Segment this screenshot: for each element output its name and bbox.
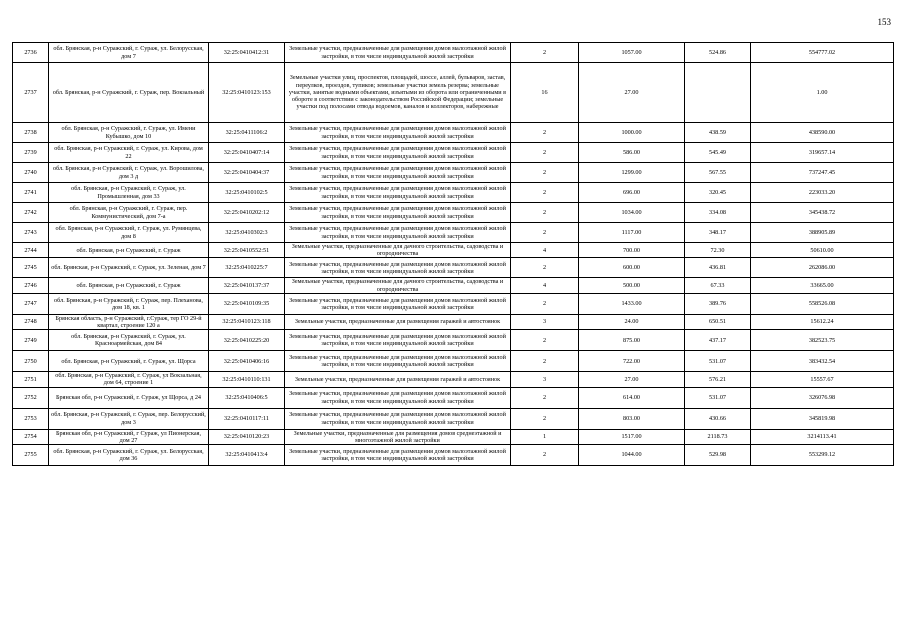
cadastral-value-cell: 326076.98 xyxy=(751,387,894,408)
cadastral-value-cell: 737247.45 xyxy=(751,163,894,183)
specific-value-cell: 524.86 xyxy=(685,43,751,63)
use-group-cell: 2 xyxy=(511,163,579,183)
cadastral-value-cell: 383432.54 xyxy=(751,351,894,372)
address-cell: обл. Брянская, р-н Суражский, г. Сураж, ул. Румянцева, дом 8 xyxy=(49,223,209,243)
use-group-cell: 4 xyxy=(511,278,579,293)
address-cell: обл. Брянская, р-н Суражский, г. Сураж xyxy=(49,278,209,293)
specific-value-cell: 576.21 xyxy=(685,372,751,387)
land-use-cell: Земельные участки улиц, проспектов, площадей, шоссе, аллей, бульваров, застав, переулков, проездов, тупиков; земельные участки земель резерва; земельные участки, занятые водными объектами, изъятыми из оборота или ограниченными в обороте в соответствии с законодательством Российской Федерации; земельные участки под полосами отвода водоемов, каналов и коллекторов, набережные xyxy=(285,63,511,123)
address-cell: обл. Брянская, р-н Суражский, г. Сураж, ул. Щорса xyxy=(49,351,209,372)
area-cell: 1299.00 xyxy=(579,163,685,183)
table-row xyxy=(13,278,894,293)
land-use-cell: Земельные участки, предназначенные для размещения гаражей и автостоянок xyxy=(285,314,511,329)
cadastral-value-cell: 553299.12 xyxy=(751,445,894,466)
use-group-cell: 2 xyxy=(511,293,579,314)
row-number-cell: 2753 xyxy=(13,408,49,429)
use-group-cell: 2 xyxy=(511,123,579,143)
cadastral-number-cell: 32:25:0410123:153 xyxy=(209,63,285,123)
cadastral-value-cell: 3214113.41 xyxy=(751,429,894,444)
table-body xyxy=(13,43,894,466)
table-row xyxy=(13,293,894,314)
use-group-cell: 16 xyxy=(511,63,579,123)
table-row xyxy=(13,314,894,329)
land-use-cell: Земельные участки, предназначенные для размещения домов малоэтажной жилой застройки, в том числе индивидуальной жилой застройки xyxy=(285,183,511,203)
area-cell: 27.00 xyxy=(579,63,685,123)
table-row xyxy=(13,123,894,143)
specific-value-cell: 67.33 xyxy=(685,278,751,293)
row-number-cell: 2752 xyxy=(13,387,49,408)
area-cell: 27.00 xyxy=(579,372,685,387)
area-cell: 722.00 xyxy=(579,351,685,372)
land-use-cell: Земельные участки, предназначенные для размещения домов малоэтажной жилой застройки, в том числе индивидуальной жилой застройки xyxy=(285,43,511,63)
table-row xyxy=(13,330,894,351)
cadastral-number-cell: 32:25:0410202:12 xyxy=(209,203,285,223)
row-number-cell: 2737 xyxy=(13,63,49,123)
cadastral-number-cell: 32:25:0410413:4 xyxy=(209,445,285,466)
specific-value-cell: 531.07 xyxy=(685,351,751,372)
address-cell: обл. Брянская, р-н Суражский, г. Сураж, ул. Имени Кубышко, дом 10 xyxy=(49,123,209,143)
land-use-cell: Земельные участки, предназначенные для размещения домов малоэтажной жилой застройки, в том числе индивидуальной жилой застройки xyxy=(285,351,511,372)
cadastral-number-cell: 32:25:0410407:14 xyxy=(209,143,285,163)
table-row xyxy=(13,203,894,223)
address-cell: обл. Брянская, р-н Суражский, г. Сураж, ул. Зеленая, дом 7 xyxy=(49,258,209,278)
area-cell: 1057.00 xyxy=(579,43,685,63)
specific-value-cell: 545.49 xyxy=(685,143,751,163)
specific-value-cell: 531.07 xyxy=(685,387,751,408)
table-row xyxy=(13,163,894,183)
use-group-cell: 2 xyxy=(511,258,579,278)
use-group-cell: 2 xyxy=(511,351,579,372)
land-use-cell: Земельные участки, предназначенные для размещения домов малоэтажной жилой застройки, в том числе индивидуальной жилой застройки xyxy=(285,387,511,408)
land-use-cell: Земельные участки, предназначенные для размещения домов малоэтажной жилой застройки, в том числе индивидуальной жилой застройки xyxy=(285,330,511,351)
land-use-cell: Земельные участки, предназначенные для размещения домов малоэтажной жилой застройки, в том числе индивидуальной жилой застройки xyxy=(285,258,511,278)
specific-value-cell xyxy=(685,63,751,123)
specific-value-cell: 436.81 xyxy=(685,258,751,278)
cadastral-number-cell: 32:25:0410117:11 xyxy=(209,408,285,429)
area-cell: 696.00 xyxy=(579,183,685,203)
cadastral-number-cell: 32:25:0410109:35 xyxy=(209,293,285,314)
use-group-cell: 2 xyxy=(511,43,579,63)
cadastral-value-cell: 558526.08 xyxy=(751,293,894,314)
table-row xyxy=(13,351,894,372)
specific-value-cell: 348.17 xyxy=(685,223,751,243)
row-number-cell: 2736 xyxy=(13,43,49,63)
cadastral-value-cell: 554777.02 xyxy=(751,43,894,63)
specific-value-cell: 389.76 xyxy=(685,293,751,314)
row-number-cell: 2747 xyxy=(13,293,49,314)
row-number-cell: 2750 xyxy=(13,351,49,372)
area-cell: 614.00 xyxy=(579,387,685,408)
land-use-cell: Земельные участки, предназначенные для размещения домов малоэтажной жилой застройки, в том числе индивидуальной жилой застройки xyxy=(285,293,511,314)
use-group-cell: 2 xyxy=(511,445,579,466)
row-number-cell: 2745 xyxy=(13,258,49,278)
table-row xyxy=(13,258,894,278)
address-cell: обл. Брянская, р-н Суражский, г. Сураж, ул. Белорусская, дом 7 xyxy=(49,43,209,63)
use-group-cell: 2 xyxy=(511,183,579,203)
specific-value-cell: 430.66 xyxy=(685,408,751,429)
row-number-cell: 2740 xyxy=(13,163,49,183)
specific-value-cell: 320.45 xyxy=(685,183,751,203)
row-number-cell: 2754 xyxy=(13,429,49,444)
area-cell: 700.00 xyxy=(579,243,685,258)
use-group-cell: 2 xyxy=(511,387,579,408)
address-cell: обл. Брянская, р-н Суражский, г. Сураж, ул Вокзальная, дом 64, строение 1 xyxy=(49,372,209,387)
land-use-cell: Земельные участки, предназначенные для размещения домов малоэтажной жилой застройки, в том числе индивидуальной жилой застройки xyxy=(285,163,511,183)
land-use-cell: Земельные участки, предназначенные для размещения гаражей и автостоянок xyxy=(285,372,511,387)
cadastral-value-cell: 382523.75 xyxy=(751,330,894,351)
row-number-cell: 2749 xyxy=(13,330,49,351)
use-group-cell: 3 xyxy=(511,314,579,329)
address-cell: обл. Брянская, р-н Суражский, г. Сураж, ул. Кирова, дом 22 xyxy=(49,143,209,163)
address-cell: обл. Брянская, р-н Суражский, г. Сураж, пер. Плеханова, дом 18, кв. 1 xyxy=(49,293,209,314)
row-number-cell: 2751 xyxy=(13,372,49,387)
cadastral-value-cell: 33665.00 xyxy=(751,278,894,293)
area-cell: 1117.00 xyxy=(579,223,685,243)
cadastral-number-cell: 32:25:0410302:3 xyxy=(209,223,285,243)
land-use-cell: Земельные участки, предназначенные для размещения домов малоэтажной жилой застройки, в том числе индивидуальной жилой застройки xyxy=(285,123,511,143)
cadastral-number-cell: 32:25:0410137:37 xyxy=(209,278,285,293)
cadastral-value-cell: 1.00 xyxy=(751,63,894,123)
cadastral-value-cell: 223033.20 xyxy=(751,183,894,203)
address-cell: обл. Брянская, р-н Суражский, г. Сураж, ул. Красноармейская, дом 84 xyxy=(49,330,209,351)
land-use-cell: Земельные участки, предназначенные для размещения домов малоэтажной жилой застройки, в том числе индивидуальной жилой застройки xyxy=(285,445,511,466)
land-use-cell: Земельные участки, предназначенные для размещения домов малоэтажной жилой застройки, в том числе индивидуальной жилой застройки xyxy=(285,408,511,429)
address-cell: обл. Брянская, р-н Суражский, г. Сураж, ул. Промышленная, дом 33 xyxy=(49,183,209,203)
cadastral-value-cell: 15612.24 xyxy=(751,314,894,329)
specific-value-cell: 334.08 xyxy=(685,203,751,223)
land-use-cell: Земельные участки, предназначенные для размещения домов малоэтажной жилой застройки, в том числе индивидуальной жилой застройки xyxy=(285,143,511,163)
area-cell: 1044.00 xyxy=(579,445,685,466)
table-row xyxy=(13,408,894,429)
cadastral-value-cell: 345438.72 xyxy=(751,203,894,223)
row-number-cell: 2744 xyxy=(13,243,49,258)
address-cell: Брянская обл, р-н Суражский, г. Сураж, ул Щорса, д 24 xyxy=(49,387,209,408)
land-use-cell: Земельные участки, предназначенные для дачного строительства, садоводства и огородничества xyxy=(285,278,511,293)
cadastral-number-cell: 32:25:0410406:5 xyxy=(209,387,285,408)
address-cell: обл. Брянская, р-н Суражский, г. Сураж, пер. Вокзальный xyxy=(49,63,209,123)
address-cell: обл. Брянская, р-н Суражский, г. Сураж xyxy=(49,243,209,258)
address-cell: обл. Брянская, р-н Суражский, г. Сураж, пер. Белорусский, дом 3 xyxy=(49,408,209,429)
cadastral-number-cell: 32:25:0410102:5 xyxy=(209,183,285,203)
specific-value-cell: 650.51 xyxy=(685,314,751,329)
use-group-cell: 1 xyxy=(511,429,579,444)
address-cell: Брянская область, р-н Суражский, г.Сураж, тер ГО 29-й квартал, строение 120 а xyxy=(49,314,209,329)
table-row xyxy=(13,183,894,203)
specific-value-cell: 72.30 xyxy=(685,243,751,258)
land-use-cell: Земельные участки, предназначенные для дачного строительства, садоводства и огородничества xyxy=(285,243,511,258)
cadastral-number-cell: 32:25:0410552:51 xyxy=(209,243,285,258)
area-cell: 586.00 xyxy=(579,143,685,163)
cadastral-value-cell: 438590.00 xyxy=(751,123,894,143)
cadastral-number-cell: 32:25:0410412:31 xyxy=(209,43,285,63)
area-cell: 500.00 xyxy=(579,278,685,293)
row-number-cell: 2741 xyxy=(13,183,49,203)
use-group-cell: 2 xyxy=(511,223,579,243)
area-cell: 1000.00 xyxy=(579,123,685,143)
land-use-cell: Земельные участки, предназначенные для размещения домов среднеэтажной и многоэтажной жилой застройки xyxy=(285,429,511,444)
row-number-cell: 2743 xyxy=(13,223,49,243)
table-row xyxy=(13,243,894,258)
cadastral-value-cell: 319657.14 xyxy=(751,143,894,163)
table-row xyxy=(13,387,894,408)
cadastral-value-cell: 345819.98 xyxy=(751,408,894,429)
area-cell: 1433.00 xyxy=(579,293,685,314)
cadastral-value-cell: 50610.00 xyxy=(751,243,894,258)
cadastral-number-cell: 32:25:0410406:16 xyxy=(209,351,285,372)
land-use-cell: Земельные участки, предназначенные для размещения домов малоэтажной жилой застройки, в том числе индивидуальной жилой застройки xyxy=(285,223,511,243)
use-group-cell: 2 xyxy=(511,143,579,163)
row-number-cell: 2746 xyxy=(13,278,49,293)
table-row xyxy=(13,223,894,243)
table-row xyxy=(13,43,894,63)
table-row xyxy=(13,429,894,444)
cadastral-number-cell: 32:25:0410120:23 xyxy=(209,429,285,444)
area-cell: 1034.00 xyxy=(579,203,685,223)
cadastral-value-cell: 388905.89 xyxy=(751,223,894,243)
address-cell: Брянская обл, р-н Суражский, г Сураж, ул Пионерская, дом 27 xyxy=(49,429,209,444)
specific-value-cell: 567.55 xyxy=(685,163,751,183)
cadastral-number-cell: 32:25:0410110:131 xyxy=(209,372,285,387)
area-cell: 600.00 xyxy=(579,258,685,278)
cadastral-number-cell: 32:25:0410225:7 xyxy=(209,258,285,278)
row-number-cell: 2742 xyxy=(13,203,49,223)
table-row xyxy=(13,63,894,123)
use-group-cell: 4 xyxy=(511,243,579,258)
table-row xyxy=(13,445,894,466)
use-group-cell: 2 xyxy=(511,408,579,429)
row-number-cell: 2738 xyxy=(13,123,49,143)
area-cell: 803.00 xyxy=(579,408,685,429)
address-cell: обл. Брянская, р-н Суражский, г. Сураж, пер. Коммунистический, дом 7-а xyxy=(49,203,209,223)
cadastral-number-cell: 32:25:0410225:20 xyxy=(209,330,285,351)
cadastral-value-table xyxy=(12,42,894,466)
table-row xyxy=(13,372,894,387)
specific-value-cell: 2118.73 xyxy=(685,429,751,444)
address-cell: обл. Брянская, р-н Суражский, г. Сураж, ул. Ворошилова, дом 3 д xyxy=(49,163,209,183)
specific-value-cell: 438.59 xyxy=(685,123,751,143)
cadastral-number-cell: 32:25:0410123:118 xyxy=(209,314,285,329)
row-number-cell: 2748 xyxy=(13,314,49,329)
row-number-cell: 2739 xyxy=(13,143,49,163)
use-group-cell: 3 xyxy=(511,372,579,387)
use-group-cell: 2 xyxy=(511,203,579,223)
table-row xyxy=(13,143,894,163)
cadastral-value-cell: 262086.00 xyxy=(751,258,894,278)
page-number: 153 xyxy=(877,17,891,27)
area-cell: 1517.00 xyxy=(579,429,685,444)
land-use-cell: Земельные участки, предназначенные для размещения домов малоэтажной жилой застройки, в том числе индивидуальной жилой застройки xyxy=(285,203,511,223)
cadastral-value-cell: 15557.67 xyxy=(751,372,894,387)
row-number-cell: 2755 xyxy=(13,445,49,466)
address-cell: обл. Брянская, р-н Суражский, г. Сураж, ул. Белорусская, дом 36 xyxy=(49,445,209,466)
use-group-cell: 2 xyxy=(511,330,579,351)
cadastral-number-cell: 32:25:0410404:37 xyxy=(209,163,285,183)
area-cell: 875.00 xyxy=(579,330,685,351)
specific-value-cell: 529.98 xyxy=(685,445,751,466)
area-cell: 24.00 xyxy=(579,314,685,329)
cadastral-number-cell: 32:25:0411106:2 xyxy=(209,123,285,143)
specific-value-cell: 437.17 xyxy=(685,330,751,351)
